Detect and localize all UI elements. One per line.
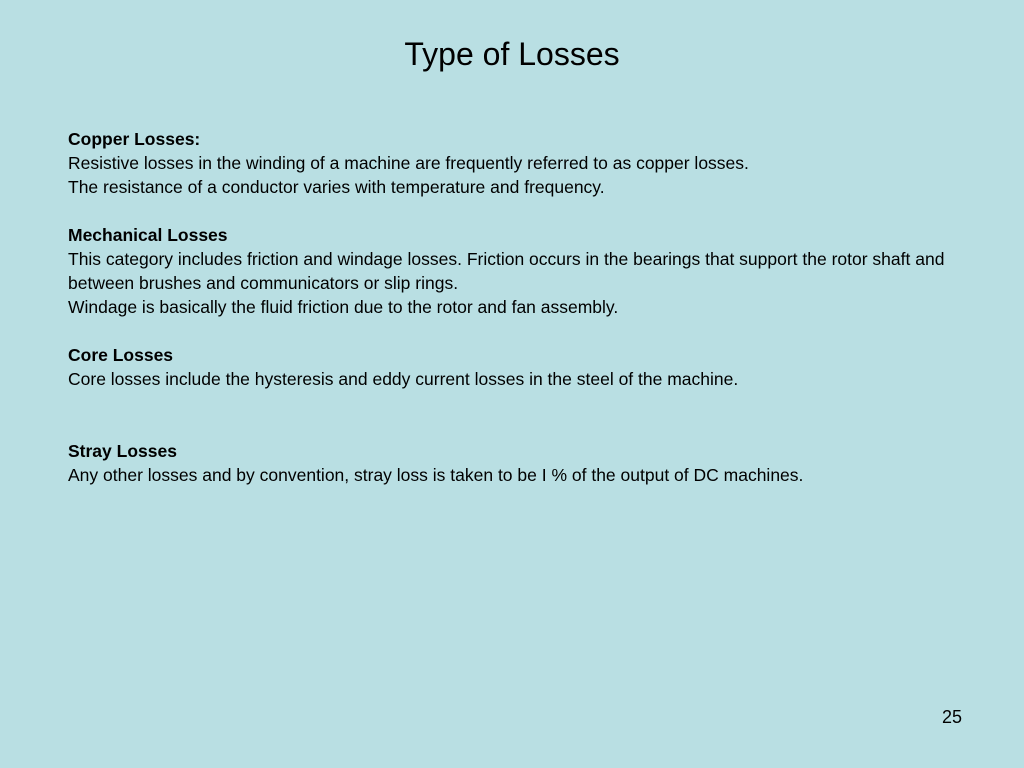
mechanical-losses-text-2: Windage is basically the fluid friction due to the rotor and fan assembly. (68, 297, 619, 317)
stray-losses-section (68, 439, 948, 487)
mechanical-losses-section (68, 223, 948, 319)
slide-title: Type of Losses (404, 36, 620, 72)
core-losses-section (68, 343, 948, 391)
mechanical-losses-heading: Mechanical Losses (68, 225, 228, 245)
slide-content (68, 127, 948, 487)
core-losses-heading: Core Losses (68, 345, 174, 365)
mechanical-losses-text-1: This category includes friction and windage losses. Friction occurs in the bearings that support the rotor shaft and between brushes and communicators or slip rings. (68, 249, 945, 293)
core-losses-text-1: Core losses include the hysteresis and eddy current losses in the steel of the machine. (68, 369, 739, 389)
stray-losses-heading: Stray Losses (68, 441, 177, 461)
copper-losses-heading: Copper Losses: (68, 129, 201, 149)
copper-losses-section (68, 127, 948, 199)
copper-losses-text-1: Resistive losses in the winding of a machine are frequently referred to as copper losses. (68, 153, 749, 173)
copper-losses-text-2: The resistance of a conductor varies with temperature and frequency. (68, 177, 605, 197)
page-number: 25 (941, 707, 962, 727)
stray-losses-text-1: Any other losses and by convention, stray loss is taken to be I % of the output of DC machines. (68, 465, 804, 485)
